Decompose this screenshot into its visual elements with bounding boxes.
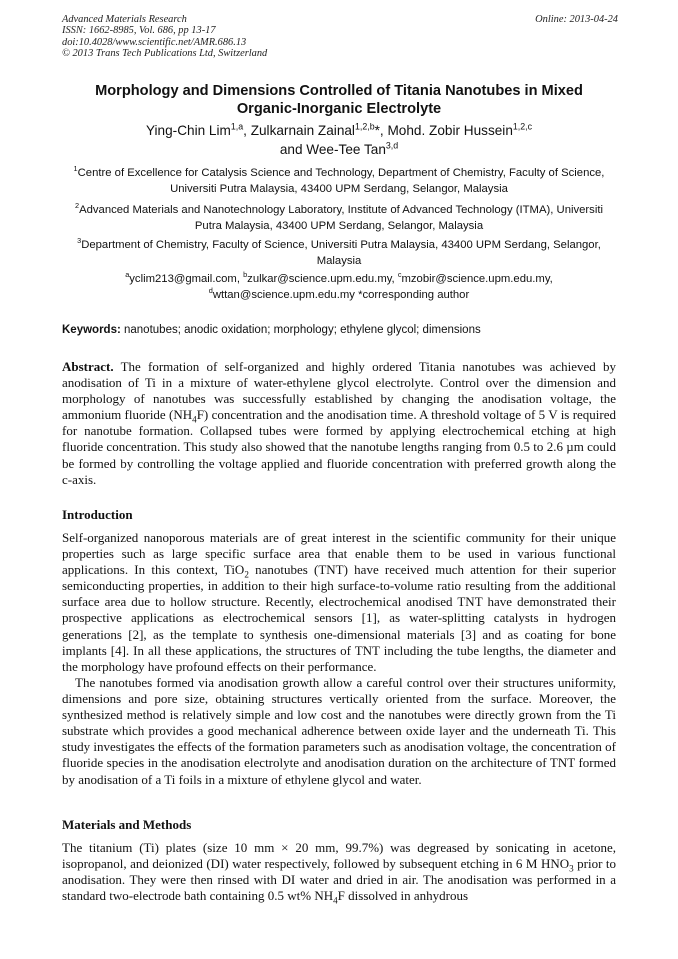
author-name: Zulkarnain Zainal [250, 123, 355, 138]
affiliation-text: Advanced Materials and Nanotechnology Laboratory, Institute of Advanced Technology (ITMA), Universiti Putra Malaysia, 43400 UPM Serdang, Selangor, Malaysia [79, 204, 603, 232]
introduction-heading: Introduction [62, 507, 133, 522]
affiliation-3 [62, 238, 616, 269]
abstract-text-1: The formation of self-organized and highly ordered Titania nanotubes was achieved by anodisation of Ti in a mixture of water-ethylene glycol electrolyte. Control over the dimension and morphology of nanotubes was successfully established by changing the anodisation voltage, the ammonium fluoride (NH [62, 359, 616, 423]
methods-text-3: F dissolved in anhydrous [337, 888, 469, 904]
separator: , [236, 273, 244, 285]
paper-title [50, 82, 628, 118]
title-line-2: Organic-Inorganic Electrolyte [236, 101, 442, 117]
abstract-label: Abstract. [62, 359, 114, 374]
subscript: 4 [333, 895, 338, 906]
affiliation-2 [62, 203, 616, 234]
subscript: 3 [569, 863, 574, 874]
subscript: 4 [192, 414, 197, 425]
doi: doi:10.4028/www.scientific.net/AMR.686.13 [62, 36, 247, 48]
methods-paragraph-1 [62, 840, 616, 904]
affiliation-number: 3 [77, 236, 82, 246]
author-name: Ying-Chin Lim [145, 123, 231, 138]
methods-text-1: The titanium (Ti) plates (size 10 mm × 20 mm, 99.7%) was degreased by sonicating in acetone, isopropanol, and deionized (DI) water respectively, followed by subsequent etching in 6 M HNO [62, 840, 616, 872]
author-emails [62, 272, 616, 303]
email-link[interactable]: yclim213@gmail.com [129, 273, 237, 285]
corresponding-mark: * [374, 123, 380, 138]
abstract-text-2: F) concentration and the anodisation time. A threshold voltage of 5 V is required for nanotube formation. Collapsed tubes were formed by applying electrochemical etching at high fluoride concentration. This study also showed that the nanotube lengths ranging from 0.5 to 2.6 µm could be formed by controlling the voltage applied and fluoride concentration with preferred growth along the c-axis. [62, 407, 616, 487]
subscript: 2 [244, 569, 249, 580]
abstract [62, 359, 616, 488]
author-affiliation-mark: 1,2,c [512, 121, 533, 132]
journal-header [62, 14, 618, 59]
separator: , [391, 273, 398, 285]
intro-text-2: nanotubes (TNT) have received much attention for their superior semiconducting properties, in addition to their high surface-to-volume ratio resulting from the additional surface area due to hollow structure. Recently, electrochemical anodised TNT have demonstrated their prospective applications as electrochemical sensors [1], as water-splitting catalysts in hydrogen generations [2], as the template to synthesis one-dimensional materials [3] and as coating for bone implants [4]. In all these applications, the structures of TNT including the tube lengths, the diameter and the morphology have profound effects on their performance. [62, 562, 616, 674]
methods-heading: Materials and Methods [62, 817, 192, 832]
author-list [50, 122, 628, 159]
affiliation-number: 2 [75, 201, 80, 211]
emails-line-1 [62, 272, 616, 288]
emails-line-2 [62, 285, 616, 304]
email-link[interactable]: mzobir@science.upm.edu.my [401, 273, 550, 285]
author-affiliation-mark: 1,a [230, 121, 244, 132]
journal-name: Advanced Materials Research [62, 14, 187, 25]
affiliation-number: 1 [73, 164, 78, 174]
separator: , [243, 123, 251, 138]
separator: , [379, 123, 388, 138]
corresponding-author-note: *corresponding author [358, 288, 470, 301]
affiliation-text: Centre of Excellence for Catalysis Science and Technology, Department of Chemistry, Faculty of Science, Universiti Putra Malaysia, 43400 UPM Serdang, Selangor, Malaysia [77, 167, 605, 195]
introduction-paragraph-1 [62, 530, 616, 675]
email-mark: c [397, 270, 402, 280]
author-affiliation-mark: 3,d [385, 139, 399, 150]
email-mark: a [125, 270, 130, 280]
author-name: and Wee-Tee Tan [279, 141, 386, 157]
separator-comma: , [549, 273, 553, 285]
copyright: © 2013 Trans Tech Publications Ltd, Switzerland [62, 47, 268, 59]
authors-line-1 [50, 122, 628, 141]
keywords-text: nanotubes; anodic oxidation; morphology; ethylene glycol; dimensions [124, 324, 481, 336]
author-affiliation-mark: 1,2,b [354, 121, 375, 132]
author-name: Mohd. Zobir Hussein [387, 123, 513, 138]
intro-text-1: Self-organized nanoporous materials are of great interest in the scientific community for their unique properties such as large specific surface area that enable them to be used in various functional applications. In this context, TiO [62, 530, 616, 578]
affiliation-1 [62, 166, 616, 197]
affiliation-text: Department of Chemistry, Faculty of Science, Universiti Putra Malaysia, 43400 UPM Serdang, Selangor, Malaysia [81, 239, 601, 267]
methods-text-2: prior to anodisation. They were then rinsed with DI water and dried in air. The anodisation was performed in a standard two-electrode bath containing 0.5 wt% NH [62, 856, 616, 904]
email-mark: d [208, 285, 213, 295]
introduction-paragraph-2: The nanotubes formed via anodisation growth allow a careful control over their structures uniformity, dimensions and pore size, obtaining structures vertically oriented from the surface. Moreover, the synthesized method is relatively simple and low cost and the nanotubes were directly grown from the Ti substrate which provides a good mechanical adherence between oxide layer and the underneath Ti. This study investigates the effects of the formation parameters such as anodisation voltage, the concentration of fluoride species in the anodisation electrolyte and anodisation duration on the architecture of TNT formed by anodisation of a Ti foils in a mixture of ethylene glycol and water. [62, 675, 616, 787]
email-mark: b [243, 270, 248, 280]
keywords [62, 322, 618, 338]
authors-line-2 [50, 141, 628, 160]
title-line-1: Morphology and Dimensions Controlled of Titania Nanotubes in Mixed [95, 83, 583, 99]
email-link[interactable]: zulkar@science.upm.edu.my [247, 273, 392, 285]
email-link[interactable]: wttan@science.upm.edu.my [212, 288, 355, 301]
keywords-label: Keywords: [62, 324, 121, 336]
issn: ISSN: 1662-8985, Vol. 686, pp 13-17 [62, 25, 216, 37]
online-date: Online: 2013-04-24 [535, 14, 618, 25]
